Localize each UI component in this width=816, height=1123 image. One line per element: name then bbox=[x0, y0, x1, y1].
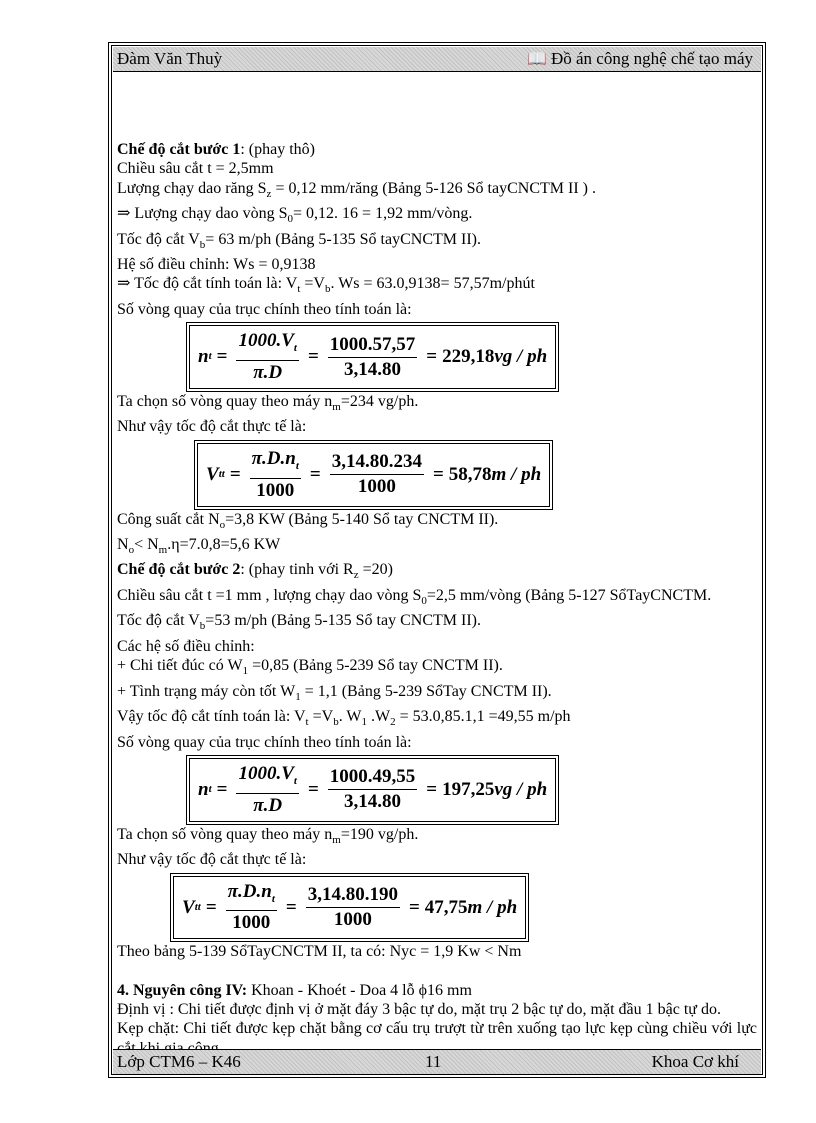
header-title: Đồ án công nghệ chế tạo máy bbox=[550, 49, 753, 68]
step1-power-check: $N_o< N_m.\eta=7.0,8=5,6$ KW bbox=[117, 535, 281, 557]
footer-faculty: Khoa Cơ khí bbox=[651, 1052, 739, 1071]
step1-cut-speed: Tốc độ cắt $V_b= 63$ m/ph (Bảng 5-135 Sổ tayCNCTM II). bbox=[117, 230, 481, 251]
book-icon: 📖 bbox=[527, 51, 547, 68]
step1-machine-rpm: Ta chọn số vòng quay theo máy $n_m=234$ vg/ph. bbox=[117, 392, 419, 414]
step2-power-check: Theo bảng 5-139 SổTayCNCTM II, ta có: Nyc = 1,9 Kw < Nm bbox=[117, 943, 522, 961]
formula-1-wrap bbox=[117, 319, 757, 392]
formula-1: n t = $\frac{1000.V_t}{\pi.D}$ = $\frac{1000.57,57}{3,14.80}$ = 229,18 vg / ph bbox=[189, 325, 556, 389]
step2-coefs: Các hệ số điều chỉnh: bbox=[117, 637, 255, 655]
formula-2-wrap bbox=[117, 437, 757, 510]
step2-machine-rpm: Ta chọn số vòng quay theo máy $n_m=190$ vg/ph. bbox=[117, 825, 419, 846]
spacer bbox=[117, 962, 757, 981]
formula-2: V tt = $\frac{\pi.D.n_t}{1000}$ = $\frac{3,14.80.234}{1000}$ = 58,78 m / ph bbox=[197, 443, 550, 507]
step2-coef-w1: + Chi tiết đúc có $W_1 =0,85$ (Bảng 5-239 Sổ tay CNCTM II). bbox=[117, 657, 503, 678]
op4-locating: Định vị : Chi tiết được định vị ở mặt đáy 3 bậc tự do, mặt trụ 2 bậc tự do, mặt đầu 1 bậc tự do. bbox=[117, 1000, 721, 1018]
step1-power: Công suất cắt $N_o=3,8$ KW (Bảng 5-140 Sổ tay CNCTM II). bbox=[117, 510, 499, 531]
op4-clamping: Kẹp chặt: Chi tiết được kẹp chặt bằng cơ cấu trụ trượt từ trên xuống tạo lực kẹp cùng chiều với lực bbox=[117, 1020, 757, 1038]
step2-cut-speed: Tốc độ cắt $V_b=53$ m/ph (Bảng 5-135 Sổ tay CNCTM II). bbox=[117, 612, 481, 633]
footer-page-number: 11 bbox=[425, 1052, 442, 1071]
step2-coef-w2: + Tình trạng máy còn tốt $W_1 = 1,1$ (Bảng 5-239 SổTay CNCTM II). bbox=[117, 682, 552, 703]
step2-heading: Chế độ cắt bước 2: (phay tinh với $R_z =20$) bbox=[117, 561, 393, 582]
formula-4-wrap bbox=[117, 870, 757, 943]
op4-heading: 4. Nguyên công IV: Khoan - Khoét - Doa 4 lỗ ϕ16 mm bbox=[117, 981, 472, 999]
step2-real-speed-intro: Như vậy tốc độ cắt thực tế là: bbox=[117, 851, 307, 869]
step1-rpm-intro: Số vòng quay của trục chính theo tính toán là: bbox=[117, 300, 412, 318]
page-footer bbox=[113, 1049, 761, 1074]
step2-rpm-intro: Số vòng quay của trục chính theo tính toán là: bbox=[117, 733, 412, 751]
step1-real-speed-intro: Như vậy tốc độ cắt thực tế là: bbox=[117, 418, 307, 436]
step1-coef: Hệ số điều chỉnh: Ws = 0,9138 bbox=[117, 256, 316, 274]
footer-class: Lớp CTM6 – K46 bbox=[117, 1052, 241, 1071]
formula-3: n t = $\frac{1000.V_t}{\pi.D}$ = $\frac{1000.49,55}{3,14.80}$ = 197,25 vg / ph bbox=[189, 758, 556, 822]
document-body bbox=[117, 140, 757, 1058]
step2-depth-feed: Chiều sâu cắt t =1 mm , lượng chạy dao vòng $S_0=2,5$ mm/vòng (Bảng 5-127 SổTayCNCTM. bbox=[117, 586, 712, 608]
step1-depth: Chiều sâu cắt t = 2,5mm bbox=[117, 160, 274, 178]
step1-calc-speed: ⇒ Tốc độ cắt tính toán là: $V_t =V_b$. Ws = 63.0,9138= 57,57m/phút bbox=[117, 275, 535, 296]
header-author: Đàm Văn Thuỳ bbox=[117, 49, 223, 68]
page-header bbox=[113, 47, 761, 72]
step1-heading: Chế độ cắt bước 1: (phay thô) bbox=[117, 141, 315, 158]
step1-rev-feed: ⇒ Lượng chạy dao vòng $S_0= 0,12$. 16 = 1,92 mm/vòng. bbox=[117, 205, 473, 226]
step2-calc-speed: Vậy tốc độ cắt tính toán là: $V_t =V_b$. $W_1$ $.W_2 = 53.0,85.1,1 =49,55$ m/ph bbox=[117, 708, 571, 729]
step1-tooth-feed: Lượng chạy dao răng $S_z = 0,12$ mm/răng (Bảng 5-126 Sổ tayCNCTM II ) . bbox=[117, 179, 596, 200]
header-title-wrap bbox=[527, 47, 753, 72]
formula-3-wrap bbox=[117, 752, 757, 825]
formula-4: V tt = $\frac{\pi.D.n_t}{1000}$ = $\frac{3,14.80.190}{1000}$ = 47,75 m / ph bbox=[173, 876, 526, 940]
